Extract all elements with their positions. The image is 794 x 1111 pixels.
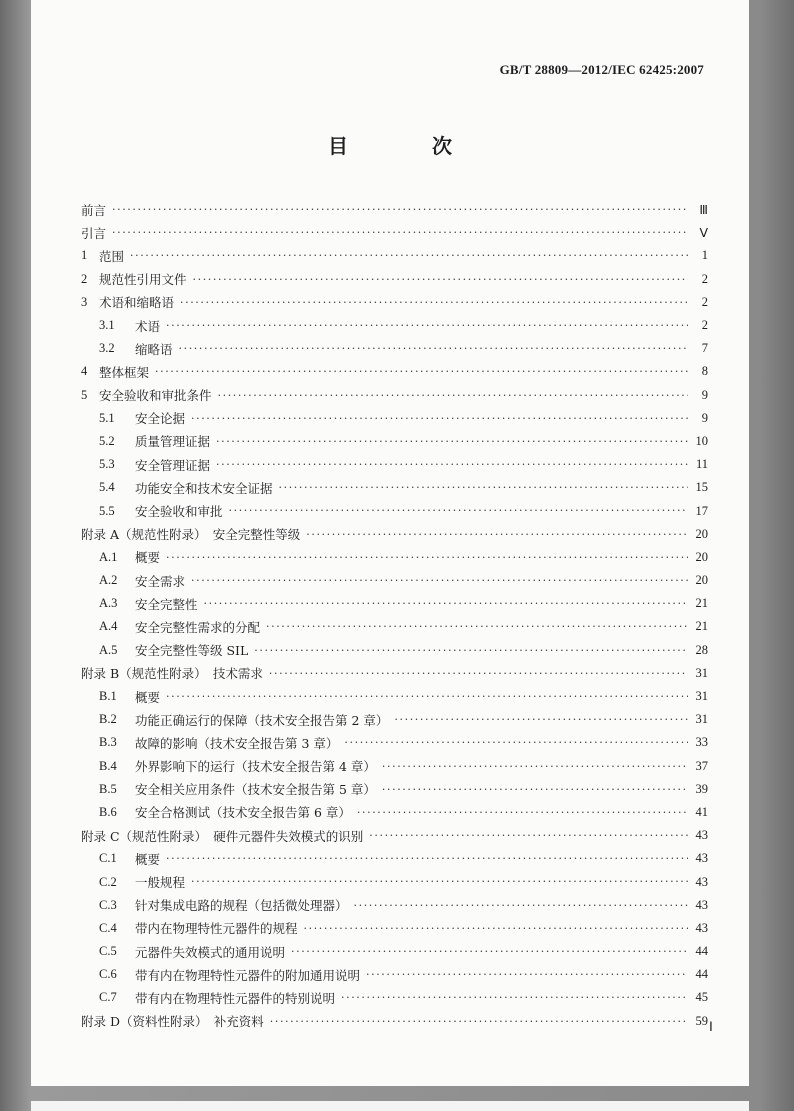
toc-entry-title: 安全完整性等级 SIL — [135, 643, 249, 659]
toc-leader-dots — [270, 1015, 688, 1028]
toc-entry[interactable] — [81, 755, 708, 778]
toc-entry-number: A.3 — [99, 596, 118, 611]
standard-number: GB/T 28809—2012/IEC 62425:2007 — [499, 62, 704, 77]
toc-entry-title: 安全验收和审批 — [135, 504, 223, 520]
toc-entry-page-number: 31 — [695, 665, 708, 680]
toc-entry-page-number: 8 — [701, 364, 708, 379]
toc-entry-number: 5.1 — [99, 410, 115, 425]
toc-entry[interactable] — [81, 1010, 708, 1033]
toc-entry-number: 2 — [81, 271, 88, 286]
toc-entry-page-number: 31 — [695, 689, 708, 704]
toc-entry[interactable] — [81, 453, 708, 476]
toc-leader-dots — [180, 296, 688, 309]
toc-entry[interactable] — [81, 824, 708, 847]
toc-entry-title: 故障的影响（技术安全报告第 3 章） — [135, 735, 339, 751]
table-of-contents — [81, 198, 708, 1033]
toc-entry-title: 概要 — [135, 689, 161, 705]
toc-entry-number: A.1 — [99, 549, 118, 564]
toc-entry-title: 元器件失效模式的通用说明 — [135, 944, 286, 960]
toc-leader-dots — [112, 226, 688, 239]
toc-entry-page-number: 39 — [695, 781, 708, 796]
toc-entry-number: 3.2 — [99, 341, 115, 356]
toc-entry-page-number: 20 — [695, 549, 708, 564]
toc-entry-number: 5.3 — [99, 457, 115, 472]
toc-entry-title: 附录 A（规范性附录） 安全完整性等级 — [81, 527, 301, 543]
toc-entry[interactable] — [81, 639, 708, 662]
toc-entry-title: 安全需求 — [135, 573, 186, 589]
toc-entry-page-number: 20 — [695, 526, 708, 541]
toc-entry-number: 5.4 — [99, 480, 115, 495]
toc-entry-page-number: Ⅲ — [699, 202, 708, 217]
toc-entry[interactable] — [81, 546, 708, 569]
toc-entry-title: 安全完整性需求的分配 — [135, 619, 261, 635]
toc-entry[interactable] — [81, 407, 708, 430]
toc-entry[interactable] — [81, 731, 708, 754]
toc-entry-page-number: 37 — [695, 758, 708, 773]
toc-leader-dots — [304, 922, 688, 935]
toc-entry[interactable] — [81, 430, 708, 453]
toc-entry-title: 带有内在物理特性元器件的特别说明 — [135, 990, 336, 1006]
toc-entry-page-number: 17 — [695, 503, 708, 518]
toc-leader-dots — [166, 319, 688, 332]
toc-entry-title: 附录 D（资料性附录） 补充资料 — [81, 1014, 264, 1030]
toc-entry-number: C.6 — [99, 967, 117, 982]
toc-entry-page-number: 59 — [695, 1013, 708, 1028]
toc-entry-title: 安全验收和审批条件 — [99, 388, 212, 404]
toc-entry[interactable] — [81, 384, 708, 407]
toc-entry-title: 范围 — [99, 248, 125, 264]
toc-leader-dots — [229, 504, 688, 517]
toc-entry[interactable] — [81, 337, 708, 360]
toc-entry[interactable] — [81, 847, 708, 870]
toc-entry-title: 安全完整性 — [135, 596, 198, 612]
toc-leader-dots — [193, 273, 688, 286]
toc-leader-dots — [306, 528, 688, 541]
toc-entry-title: 质量管理证据 — [135, 434, 211, 450]
toc-entry-page-number: 10 — [695, 433, 708, 448]
toc-entry-title: 引言 — [81, 225, 107, 241]
toc-entry[interactable] — [81, 917, 708, 940]
toc-entry-page-number: 7 — [701, 341, 708, 356]
toc-entry-page-number: 15 — [695, 480, 708, 495]
document-page — [31, 0, 749, 1086]
toc-entry-title: 安全论据 — [135, 411, 186, 427]
toc-leader-dots — [354, 899, 688, 912]
toc-leader-dots — [369, 829, 688, 842]
toc-entry-page-number: 33 — [695, 735, 708, 750]
toc-entry-number: 5.2 — [99, 433, 115, 448]
toc-entry-number: A.4 — [99, 619, 118, 634]
toc-leader-dots — [357, 806, 688, 819]
toc-leader-dots — [179, 342, 688, 355]
toc-entry-number: B.3 — [99, 735, 117, 750]
toc-entry[interactable] — [81, 268, 708, 291]
toc-entry-title: 外界影响下的运行（技术安全报告第 4 章） — [135, 759, 376, 775]
toc-entry[interactable] — [81, 499, 708, 522]
toc-leader-dots — [279, 481, 688, 494]
toc-entry-number: 1 — [81, 248, 88, 263]
toc-entry-title: 功能安全和技术安全证据 — [135, 480, 273, 496]
toc-entry[interactable] — [81, 523, 708, 546]
toc-entry-number: A.5 — [99, 642, 118, 657]
toc-entry[interactable] — [81, 615, 708, 638]
toc-entry-number: B.6 — [99, 804, 117, 819]
toc-entry-title: 安全相关应用条件（技术安全报告第 5 章） — [135, 782, 376, 798]
toc-entry-title: 附录 C（规范性附录） 硬件元器件失效模式的识别 — [81, 828, 364, 844]
toc-entry-page-number: 20 — [695, 573, 708, 588]
toc-entry-number: 5.5 — [99, 503, 115, 518]
toc-entry[interactable] — [81, 198, 708, 221]
page-folio: Ⅰ — [709, 1019, 713, 1034]
toc-leader-dots — [216, 458, 688, 471]
toc-entry[interactable] — [81, 221, 708, 244]
toc-entry[interactable] — [81, 778, 708, 801]
toc-entry-page-number: 31 — [695, 712, 708, 727]
toc-entry-title: 缩略语 — [135, 341, 173, 357]
toc-entry[interactable] — [81, 314, 708, 337]
toc-entry-title: 概要 — [135, 851, 161, 867]
toc-entry[interactable] — [81, 894, 708, 917]
toc-entry[interactable] — [81, 708, 708, 731]
toc-leader-dots — [155, 365, 688, 378]
toc-entry-number: C.4 — [99, 920, 117, 935]
toc-leader-dots — [112, 203, 688, 216]
page-title: 目 次 — [328, 134, 484, 158]
toc-entry-title: 一般规程 — [135, 875, 186, 891]
toc-leader-dots — [166, 852, 688, 865]
next-page-edge — [31, 1101, 749, 1111]
toc-entry-number: C.5 — [99, 944, 117, 959]
toc-entry[interactable] — [81, 592, 708, 615]
toc-entry-page-number: 45 — [695, 990, 708, 1005]
toc-entry-number: A.2 — [99, 573, 118, 588]
toc-entry-page-number: 43 — [695, 920, 708, 935]
toc-entry-title: 带内在物理特性元器件的规程 — [135, 921, 298, 937]
toc-leader-dots — [394, 713, 688, 726]
toc-entry[interactable] — [81, 963, 708, 986]
toc-entry-title: 概要 — [135, 550, 161, 566]
toc-entry-number: 4 — [81, 364, 88, 379]
toc-leader-dots — [366, 968, 688, 981]
toc-entry-page-number: 43 — [695, 828, 708, 843]
toc-entry-page-number: 21 — [695, 619, 708, 634]
toc-leader-dots — [191, 875, 688, 888]
toc-entry-title: 整体框架 — [99, 364, 150, 380]
toc-entry-page-number: 43 — [695, 874, 708, 889]
toc-entry-number: C.3 — [99, 897, 117, 912]
toc-entry[interactable] — [81, 870, 708, 893]
toc-leader-dots — [191, 574, 688, 587]
toc-entry-number: 5 — [81, 387, 88, 402]
toc-entry-title: 前言 — [81, 202, 107, 218]
toc-entry-page-number: 2 — [701, 271, 708, 286]
toc-leader-dots — [216, 435, 688, 448]
toc-entry[interactable] — [81, 662, 708, 685]
toc-leader-dots — [254, 644, 688, 657]
toc-entry-number: B.2 — [99, 712, 117, 727]
toc-entry-page-number: Ⅴ — [699, 225, 708, 240]
toc-entry[interactable] — [81, 801, 708, 824]
toc-entry-page-number: 44 — [695, 967, 708, 982]
toc-entry-title: 附录 B（规范性附录） 技术需求 — [81, 666, 263, 682]
toc-entry[interactable] — [81, 569, 708, 592]
toc-leader-dots — [382, 783, 688, 796]
toc-entry-page-number: 2 — [701, 294, 708, 309]
toc-leader-dots — [266, 620, 688, 633]
toc-entry-number: 3.1 — [99, 318, 115, 333]
toc-entry[interactable] — [81, 476, 708, 499]
toc-entry-title: 带有内在物理特性元器件的附加通用说明 — [135, 967, 361, 983]
toc-entry-title: 规范性引用文件 — [99, 272, 187, 288]
toc-entry-number: B.5 — [99, 781, 117, 796]
toc-entry-title: 术语和缩略语 — [99, 295, 175, 311]
toc-leader-dots — [341, 991, 688, 1004]
toc-entry[interactable] — [81, 940, 708, 963]
toc-entry[interactable] — [81, 986, 708, 1009]
toc-entry-page-number: 2 — [701, 318, 708, 333]
toc-entry-page-number: 9 — [701, 410, 708, 425]
toc-leader-dots — [166, 551, 688, 564]
toc-entry[interactable] — [81, 291, 708, 314]
toc-leader-dots — [204, 597, 688, 610]
toc-entry-title: 安全管理证据 — [135, 457, 211, 473]
toc-entry-number: C.7 — [99, 990, 117, 1005]
toc-leader-dots — [382, 760, 688, 773]
toc-entry[interactable] — [81, 360, 708, 383]
toc-leader-dots — [191, 412, 688, 425]
toc-entry-page-number: 28 — [695, 642, 708, 657]
toc-entry-page-number: 21 — [695, 596, 708, 611]
toc-entry-number: C.1 — [99, 851, 117, 866]
toc-leader-dots — [218, 389, 688, 402]
toc-entry-number: C.2 — [99, 874, 117, 889]
toc-entry-page-number: 9 — [701, 387, 708, 402]
toc-entry-page-number: 41 — [695, 804, 708, 819]
toc-leader-dots — [166, 690, 688, 703]
toc-entry-title: 功能正确运行的保障（技术安全报告第 2 章） — [135, 712, 389, 728]
toc-entry-page-number: 43 — [695, 897, 708, 912]
toc-leader-dots — [269, 667, 688, 680]
toc-entry[interactable] — [81, 685, 708, 708]
toc-leader-dots — [130, 249, 688, 262]
toc-leader-dots — [291, 945, 688, 958]
toc-entry-number: B.4 — [99, 758, 117, 773]
toc-entry-number: 3 — [81, 294, 88, 309]
toc-leader-dots — [344, 736, 688, 749]
toc-entry-title: 术语 — [135, 318, 161, 334]
toc-entry-title: 安全合格测试（技术安全报告第 6 章） — [135, 805, 351, 821]
toc-entry[interactable] — [81, 244, 708, 267]
toc-entry-number: B.1 — [99, 689, 117, 704]
toc-entry-title: 针对集成电路的规程（包括微处理器） — [135, 898, 348, 914]
toc-entry-page-number: 1 — [701, 248, 708, 263]
toc-entry-page-number: 43 — [695, 851, 708, 866]
toc-entry-page-number: 44 — [695, 944, 708, 959]
toc-entry-page-number: 11 — [695, 457, 708, 472]
